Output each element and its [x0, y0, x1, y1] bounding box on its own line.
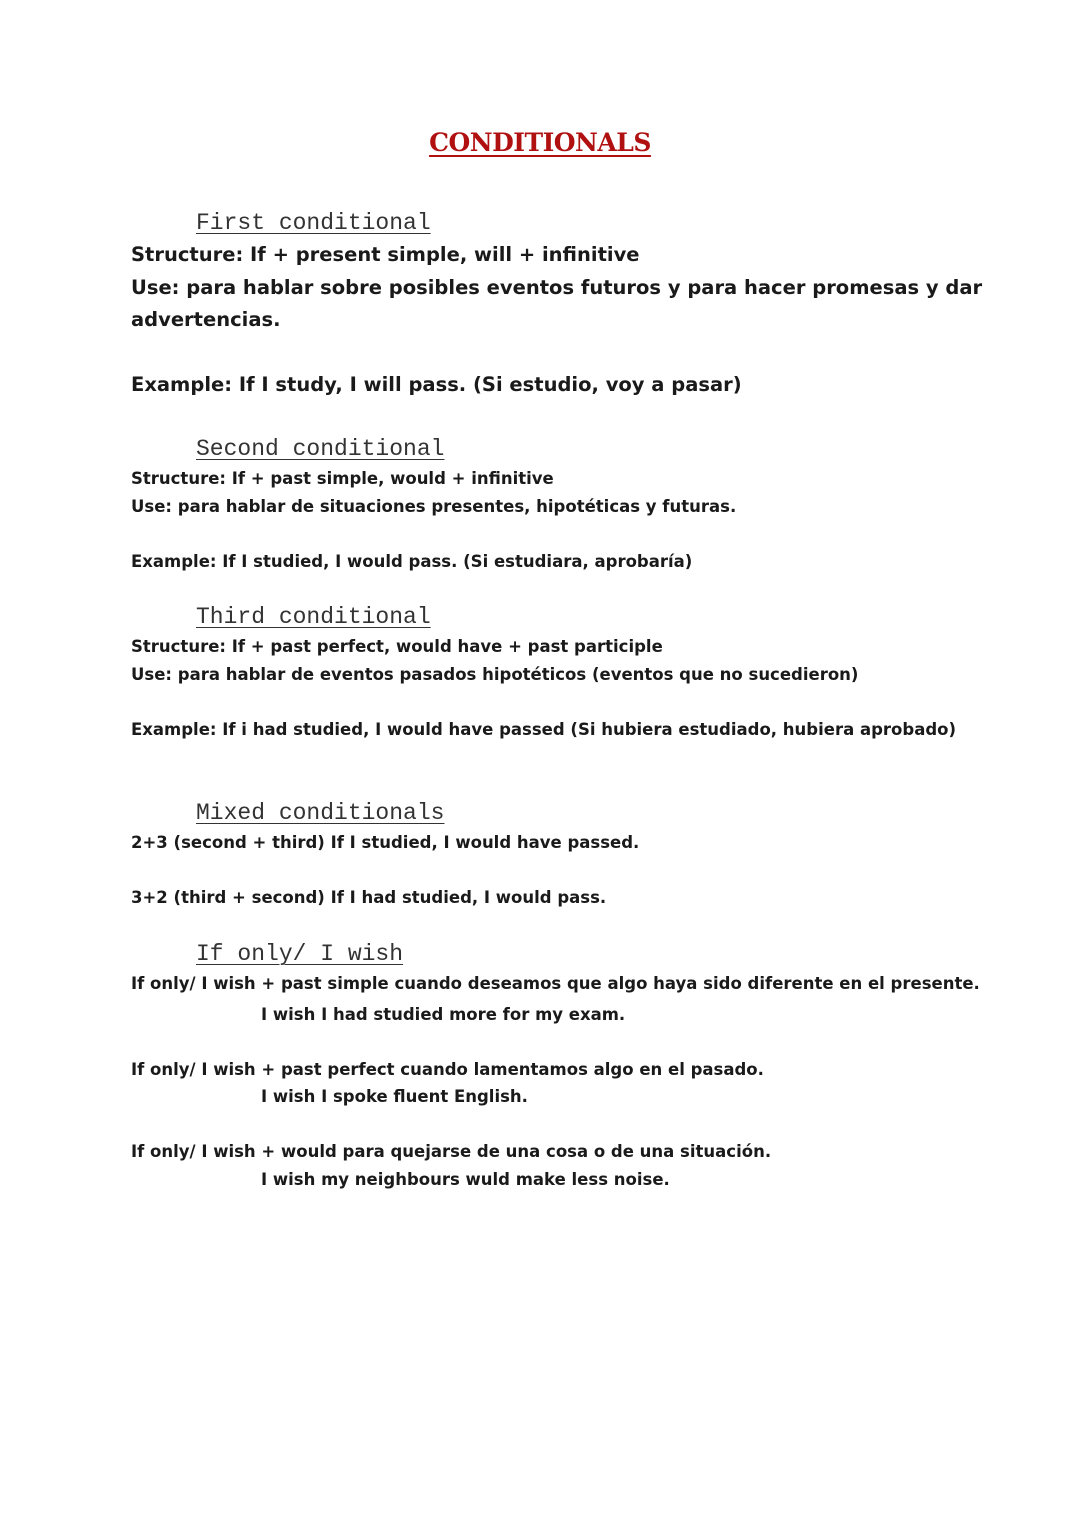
wish-example1: I wish I had studied more for my exam.	[261, 1005, 626, 1024]
wish-example2: I wish I spoke fluent English.	[261, 1087, 528, 1106]
first-use-line1: Use: para hablar sobre posibles eventos futuros y para hacer promesas y dar	[131, 276, 983, 299]
second-example: Example: If I studied, I would pass. (Si estudiara, aprobaría)	[131, 552, 693, 571]
wish-example3: I wish my neighbours wuld make less noise.	[261, 1170, 670, 1189]
second-conditional-heading: Second conditional	[196, 436, 445, 462]
second-structure: Structure: If + past simple, would + infinitive	[131, 469, 554, 488]
mixed-line2: 3+2 (third + second) If I had studied, I would pass.	[131, 888, 607, 907]
third-use: Use: para hablar de eventos pasados hipotéticos (eventos que no sucedieron)	[131, 665, 859, 684]
second-use: Use: para hablar de situaciones presentes, hipotéticas y futuras.	[131, 497, 737, 516]
mixed-conditionals-heading: Mixed conditionals	[196, 800, 445, 826]
first-example: Example: If I study, I will pass. (Si estudio, voy a pasar)	[131, 373, 742, 396]
mixed-line1: 2+3 (second + third) If I studied, I would have passed.	[131, 833, 640, 852]
third-example: Example: If i had studied, I would have passed (Si hubiera estudiado, hubiera aprobado)	[131, 720, 957, 739]
wish-rule1: If only/ I wish + past simple cuando deseamos que algo haya sido diferente en el presente.	[131, 974, 980, 993]
third-conditional-heading: Third conditional	[196, 604, 431, 630]
wish-rule3: If only/ I wish + would para quejarse de una cosa o de una situación.	[131, 1142, 772, 1161]
first-structure: Structure: If + present simple, will + infinitive	[131, 243, 640, 266]
wish-rule2: If only/ I wish + past perfect cuando lamentamos algo en el pasado.	[131, 1060, 764, 1079]
page-title: CONDITIONALS	[429, 128, 651, 157]
first-conditional-heading: First conditional	[196, 210, 431, 236]
third-structure: Structure: If + past perfect, would have + past participle	[131, 637, 663, 656]
first-use-line2: advertencias.	[131, 308, 281, 331]
if-only-heading: If only/ I wish	[196, 941, 404, 967]
